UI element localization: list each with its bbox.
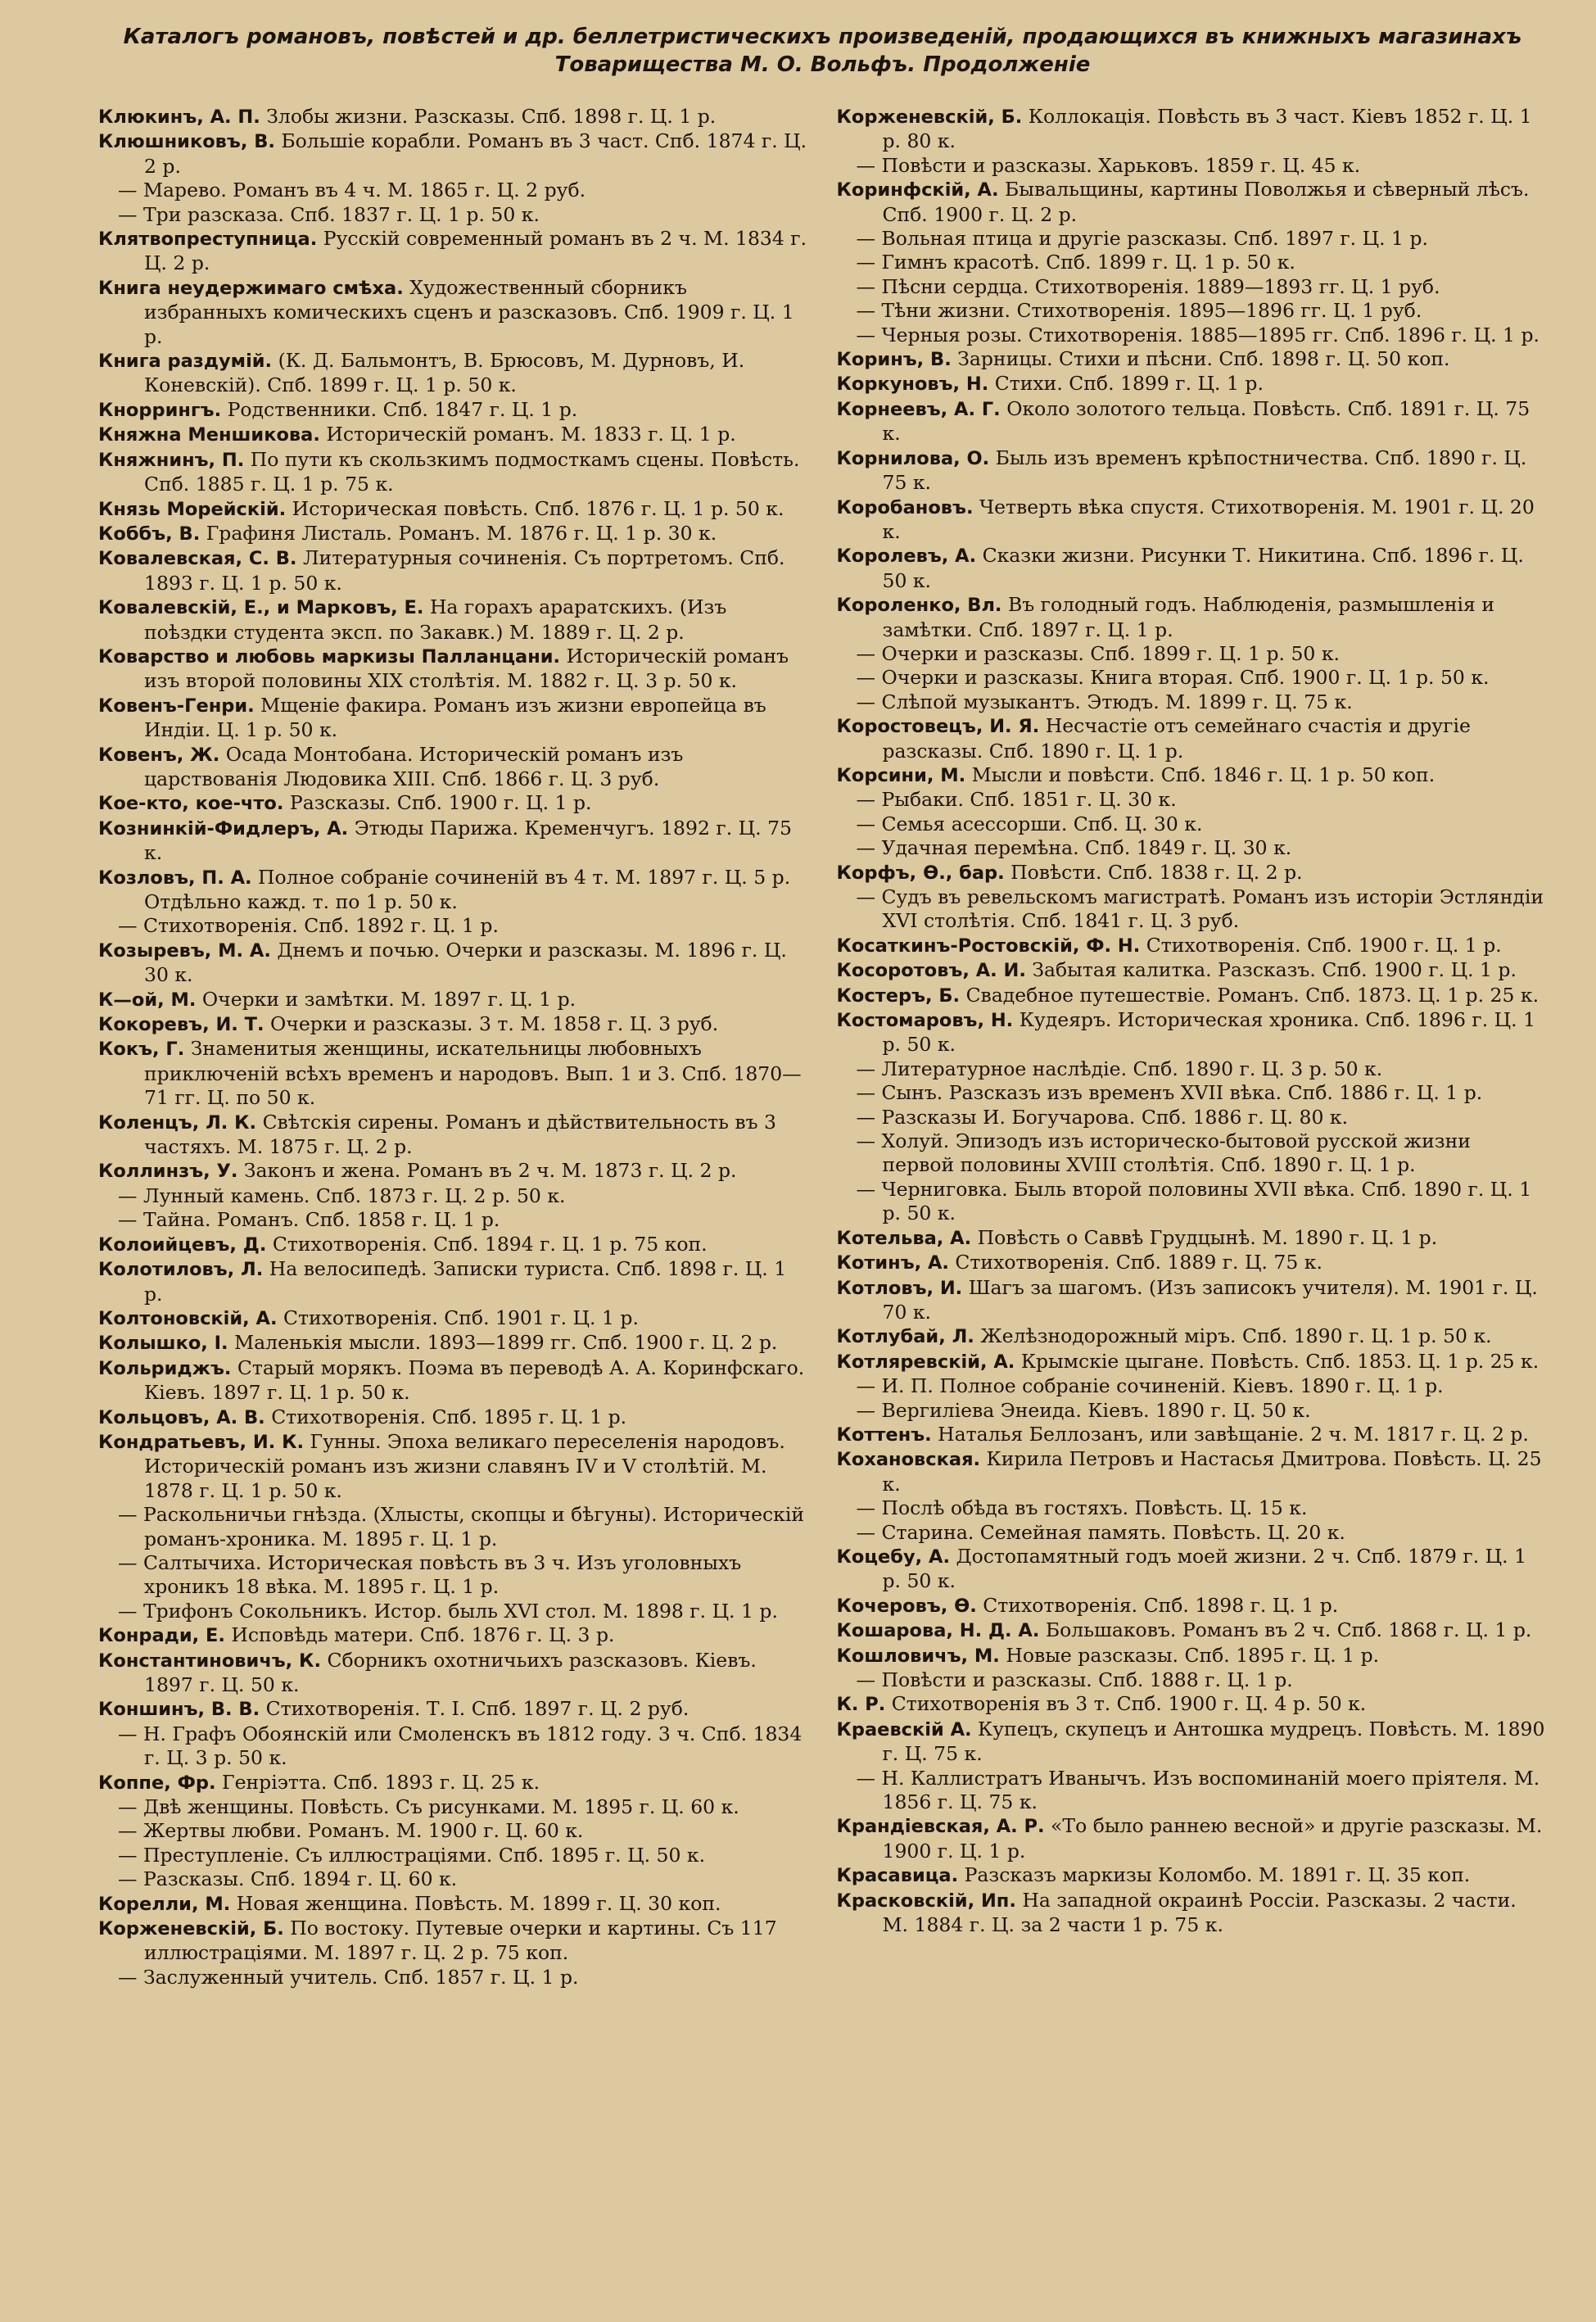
entry-text: Маленькія мысли. 1893—1899 гг. Спб. 1900 г. Ц. 2 р. (228, 1331, 778, 1355)
catalog-entry (98, 1257, 809, 1306)
entry-author: Колышко, І. (98, 1333, 228, 1355)
catalog-entry (98, 1966, 809, 1989)
catalog-entry (837, 1178, 1548, 1226)
entry-author: Коцебу, А. (836, 1546, 951, 1568)
entry-text: Новые разсказы. Спб. 1895 г. Ц. 1 р. (999, 1643, 1380, 1667)
entry-author: Константиновичъ, К. (98, 1650, 321, 1672)
entry-text: — Очерки и разсказы. Книга вторая. Спб. 1900 г. Ц. 1 р. 50 к. (856, 666, 1490, 690)
catalog-entry (837, 1008, 1548, 1057)
entry-text: — Рыбаки. Спб. 1851 г. Ц. 30 к. (856, 788, 1177, 812)
entry-text: Историческій романъ изъ второй половины XIX столѣтія. М. 1882 г. Ц. 3 р. 50 к. (144, 644, 789, 693)
entry-author: Коттенъ. (836, 1424, 932, 1446)
catalog-entry (98, 1184, 809, 1208)
entry-author: Коварство и любовь маркизы Палланцани. (98, 645, 561, 668)
entry-text: На велосипедѣ. Записки туриста. Спб. 1898 г. Ц. 1 р. (144, 1257, 787, 1306)
header-title: Каталогъ романовъ, повѣстей и др. беллетристическихъ произведеній, продающихся въ книжныхъ магазинахъ (123, 25, 1522, 49)
entry-author: Кондратьевъ, И. К. (98, 1431, 305, 1453)
entry-author: Косоротовъ, А. И. (836, 960, 1026, 982)
entry-author: Кочеровъ, Ѳ. (836, 1595, 977, 1617)
entry-author: Кошловичъ, М. (836, 1645, 1000, 1667)
entry-text: Литературныя сочиненія. Съ портретомъ. Спб. 1893 г. Ц. 1 р. 50 к. (144, 546, 785, 595)
entry-author: Книга раздумій. (98, 351, 273, 373)
entry-text: Шагъ за шагомъ. (Изъ записокъ учителя). М. 1901 г. Ц. 70 к. (882, 1275, 1538, 1324)
entry-text: — Марево. Романъ въ 4 ч. М. 1865 г. Ц. 2 руб. (118, 179, 586, 202)
catalog-entry (837, 105, 1548, 154)
catalog-entry (98, 129, 809, 179)
entry-author: Кноррингъ. (98, 399, 222, 421)
catalog-entry (98, 1405, 809, 1430)
entry-text: — Старина. Семейная память. Повѣсть. Ц. 20 к. (856, 1520, 1345, 1544)
catalog-entry (837, 1692, 1548, 1717)
catalog-entry (837, 690, 1548, 714)
catalog-entry (837, 1496, 1548, 1520)
catalog-entry (837, 1276, 1548, 1325)
entry-author: Колоийцевъ, Д. (98, 1233, 267, 1256)
catalog-entry (98, 694, 809, 743)
entry-text: — Черниговка. Быль второй половины XVII вѣка. Спб. 1890 г. Ц. 1 р. 50 к. (856, 1177, 1532, 1225)
catalog-entry (837, 984, 1548, 1008)
catalog-entry (98, 1771, 809, 1795)
catalog-entry (837, 1106, 1548, 1129)
entry-text: Мщеніе факира. Романъ изъ жизни европейца въ Индіи. Ц. 1 р. 50 к. (144, 693, 766, 742)
entry-text: — Литературное наслѣдіе. Спб. 1890 г. Ц. 3 р. 50 к. (856, 1057, 1383, 1080)
catalog-entry (98, 546, 809, 595)
catalog-entry (837, 1251, 1548, 1275)
entry-author: Клюкинъ, А. П. (98, 106, 260, 128)
catalog-entry (98, 1892, 809, 1917)
catalog-entry (837, 251, 1548, 274)
catalog-entry (98, 203, 809, 227)
catalog-entry (98, 1819, 809, 1843)
entry-text: — Вольная птица и другіе разсказы. Спб. 1897 г. Ц. 1 р. (856, 227, 1428, 251)
entry-author: Коринфскій, А. (836, 179, 999, 201)
entry-text: — Гимнъ красотѣ. Спб. 1899 г. Ц. 1 р. 50 к. (856, 251, 1295, 274)
entry-text: «То было раннею весной» и другіе разсказы. М. 1900 г. Ц. 1 р. (882, 1814, 1543, 1863)
entry-text: Гунны. Эпоха великаго переселенія народовъ. Историческій романъ изъ жизни славянъ IV и V столѣтій. М. 1878 г. Ц. 1 р. 50 к. (144, 1429, 785, 1502)
page-header (98, 23, 1547, 79)
entry-text: По востоку. Путевые очерки и картины. Съ 117 иллюстраціями. М. 1897 г. Ц. 2 р. 75 коп. (144, 1917, 777, 1965)
entry-text: — Стихотворенія. Спб. 1892 г. Ц. 1 р. (118, 914, 499, 938)
entry-text: Исповѣдь матери. Спб. 1876 г. Ц. 3 р. (224, 1623, 615, 1647)
catalog-entry (98, 1551, 809, 1600)
entry-text: Днемъ и почью. Очерки и разсказы. М. 1896 г. Ц. 30 к. (144, 938, 787, 987)
entry-author: Котинъ, А. (836, 1252, 949, 1274)
entry-author: Кознинкій-Фидлеръ, А. (98, 817, 349, 840)
entry-author: Корсини, М. (836, 764, 966, 786)
catalog-entry (837, 763, 1548, 788)
entry-text: Повѣсти. Спб. 1838 г. Ц. 2 р. (1004, 860, 1303, 884)
entry-author: Котлубай, Л. (836, 1326, 974, 1348)
catalog-entry (98, 1722, 809, 1771)
entry-text: — Раскольничьи гнѣзда. (Хлысты, скопцы и бѣгуны). Историческій романъ-хроника. М. 1895 г. Ц. 1 р. (118, 1503, 805, 1550)
entry-author: Коншинъ, В. В. (98, 1699, 260, 1721)
entry-author: Коринъ, В. (836, 349, 952, 371)
catalog-entry (98, 791, 809, 816)
entry-text: (К. Д. Бальмонтъ, В. Брюсовъ, М. Дурновъ, И. Коневскій). Спб. 1899 г. Ц. 1 р. 50 к. (144, 349, 745, 397)
catalog-entry (98, 988, 809, 1012)
catalog-entry (837, 1618, 1548, 1643)
entry-text: — Жертвы любви. Романъ. М. 1900 г. Ц. 60 к. (118, 1819, 584, 1843)
entry-author: Коленцъ, Л. К. (98, 1111, 257, 1134)
left-column (98, 105, 809, 1989)
entry-text: На западной окраинѣ Россіи. Разсказы. 2 части. М. 1884 г. Ц. за 2 части 1 р. 75 к. (882, 1888, 1517, 1937)
catalog-entry (98, 1649, 809, 1698)
catalog-entry (837, 934, 1548, 958)
catalog-entry (837, 836, 1548, 860)
entry-author: Кохановская. (836, 1449, 981, 1471)
entry-author: Кокъ, Г. (98, 1039, 185, 1061)
catalog-entry (837, 642, 1548, 666)
entry-author: Козыревъ, М. А. (98, 939, 271, 962)
entry-author: Козловъ, П. А. (98, 867, 252, 889)
catalog-columns (98, 105, 1547, 1989)
entry-author: Коббъ, В. (98, 523, 201, 545)
entry-text: — Разсказы. Спб. 1894 г. Ц. 60 к. (118, 1867, 458, 1891)
catalog-entry (837, 1057, 1548, 1081)
entry-text: Стихотворенія. Спб. 1900 г. Ц. 1 р. (1140, 933, 1502, 957)
catalog-entry (98, 1331, 809, 1356)
entry-text: Стихотворенія. Спб. 1889 г. Ц. 75 к. (948, 1251, 1322, 1274)
catalog-entry (837, 812, 1548, 836)
entry-text: — Заслуженный учитель. Спб. 1857 г. Ц. 1 р. (118, 1965, 579, 1989)
entry-text: Законъ и жена. Романъ въ 2 ч. М. 1873 г. Ц. 2 р. (237, 1159, 737, 1183)
entry-text: — Семья асессорши. Спб. Ц. 30 к. (856, 812, 1203, 835)
entry-text: — Салтычиха. Историческая повѣсть въ 3 ч. Изъ уголовныхъ хроникъ 18 вѣка. М. 1895 г. Ц. 1 р. (118, 1550, 742, 1599)
entry-text: Стихи. Спб. 1899 г. Ц. 1 р. (988, 372, 1264, 396)
catalog-entry (98, 1697, 809, 1722)
entry-text: Купецъ, скупецъ и Антошка мудрецъ. Повѣсть. М. 1890 г. Ц. 75 к. (882, 1717, 1545, 1766)
entry-author: Колотиловъ, Л. (98, 1259, 264, 1281)
right-column (837, 105, 1548, 1989)
entry-text: Кирила Петровъ и Настасья Дмитрова. Повѣсть. Ц. 25 к. (882, 1447, 1542, 1496)
catalog-entry (837, 496, 1548, 545)
entry-text: — И. П. Полное собраніе сочиненій. Кіевъ. 1890 г. Ц. 1 р. (856, 1374, 1444, 1398)
catalog-entry (837, 788, 1548, 812)
catalog-entry (98, 276, 809, 349)
catalog-entry (837, 593, 1548, 642)
entry-author: Крандіевская, А. Р. (836, 1816, 1045, 1838)
entry-author: Короленко, Вл. (836, 595, 1002, 617)
entry-text: Четверть вѣка спустя. Стихотворенія. М. 1901 г. Ц. 20 к. (882, 495, 1535, 543)
catalog-entry (98, 645, 809, 694)
catalog-entry (837, 714, 1548, 763)
catalog-entry (837, 347, 1548, 372)
catalog-entry (98, 1159, 809, 1184)
entry-text: Старый морякъ. Поэма въ переводѣ А. А. Коринфскаго. Кіевъ. 1897 г. Ц. 1 р. 50 к. (144, 1356, 805, 1405)
entry-author: Краевскій А. (836, 1718, 972, 1740)
entry-author: Книга неудержимаго смѣха. (98, 277, 404, 299)
entry-text: Стихотворенія. Т. I. Спб. 1897 г. Ц. 2 руб. (260, 1697, 689, 1721)
entry-text: — Н. Графъ Обоянскій или Смоленскъ въ 1812 году. 3 ч. Спб. 1834 г. Ц. 3 р. 50 к. (118, 1722, 803, 1770)
entry-text: — Повѣсти и разсказы. Спб. 1888 г. Ц. 1 р. (856, 1668, 1293, 1691)
catalog-entry (98, 105, 809, 129)
entry-text: Русскій современный романъ въ 2 ч. М. 1834 г. Ц. 2 р. (144, 227, 807, 275)
catalog-entry (98, 1356, 809, 1405)
catalog-entry (837, 178, 1548, 227)
entry-author: Королевъ, А. (836, 545, 977, 568)
entry-text: Наталья Беллозанъ, или завѣщаніе. 2 ч. М. 1817 г. Ц. 2 р. (931, 1422, 1529, 1446)
catalog-entry (98, 349, 809, 398)
catalog-entry (837, 1521, 1548, 1545)
entry-text: Очерки и замѣтки. М. 1897 г. Ц. 1 р. (196, 987, 576, 1011)
entry-text: Забытая калитка. Разсказъ. Спб. 1900 г. Ц. 1 р. (1025, 958, 1517, 982)
catalog-entry (98, 227, 809, 276)
catalog-entry (98, 1600, 809, 1623)
entry-text: По пути къ скользкимъ подмосткамъ сцены. Повѣсть. Спб. 1885 г. Ц. 1 р. 75 к. (144, 447, 800, 496)
entry-text: Стихотворенія. Спб. 1898 г. Ц. 1 р. (976, 1593, 1339, 1617)
catalog-entry (837, 1226, 1548, 1251)
entry-author: Кокоревъ, И. Т. (98, 1014, 264, 1036)
entry-text: Около золотого тельца. Повѣсть. Спб. 1891 г. Ц. 75 к. (882, 396, 1530, 446)
entry-author: Корелли, М. (98, 1893, 231, 1915)
entry-author: Ковалевская, С. В. (98, 548, 297, 570)
entry-author: Князь Морейскій. (98, 498, 287, 520)
catalog-entry (837, 1423, 1548, 1447)
entry-text: Новая женщина. Повѣсть. М. 1899 г. Ц. 30 коп. (230, 1891, 721, 1915)
catalog-entry (98, 1012, 809, 1037)
catalog-entry (837, 958, 1548, 983)
entry-text: Крымскіе цыгане. Повѣсть. Спб. 1853. Ц. 1 р. 25 к. (1015, 1349, 1539, 1373)
entry-text: — Разсказы И. Богучарова. Спб. 1886 г. Ц. 80 к. (856, 1105, 1349, 1129)
entry-text: Свѣтскія сирены. Романъ и дѣйствительность въ 3 частяхъ. М. 1875 г. Ц. 2 р. (144, 1110, 776, 1159)
entry-text: — Тѣни жизни. Стихотворенія. 1895—1896 гг. Ц. 1 руб. (856, 299, 1422, 323)
entry-text: Сказки жизни. Рисунки Т. Никитина. Спб. 1896 г. Ц. 50 к. (882, 544, 1524, 592)
entry-author: Котловъ, И. (836, 1277, 963, 1299)
entry-author: К—ой, М. (98, 989, 197, 1011)
entry-text: Бывальщины, картины Поволжья и сѣверный лѣсъ. Спб. 1900 г. Ц. 2 р. (882, 178, 1530, 226)
entry-text: — Сынъ. Разсказъ изъ временъ XVII вѣка. Спб. 1886 г. Ц. 1 р. (856, 1081, 1483, 1105)
entry-author: Ковенъ, Ж. (98, 744, 220, 766)
entry-author: Ковалевскій, Е., и Марковъ, Е. (98, 597, 424, 619)
entry-text: Разсказъ маркизы Коломбо. М. 1891 г. Ц. 35 коп. (958, 1863, 1471, 1887)
entry-text: Очерки и разсказы. 3 т. М. 1858 г. Ц. 3 руб. (264, 1012, 719, 1036)
catalog-entry (98, 448, 809, 497)
entry-text: Историческая повѣсть. Спб. 1876 г. Ц. 1 р. 50 к. (286, 496, 784, 520)
catalog-entry (837, 1889, 1548, 1938)
catalog-entry (837, 544, 1548, 593)
entry-text: Свадебное путешествіе. Романъ. Спб. 1873. Ц. 1 р. 25 к. (960, 983, 1539, 1007)
catalog-entry (837, 1081, 1548, 1105)
catalog-entry (98, 398, 809, 423)
catalog-entry (837, 397, 1548, 446)
entry-text: — Черныя розы. Стихотворенія. 1885—1895 гг. Спб. 1896 г. Ц. 1 р. (856, 323, 1539, 346)
entry-text: Этюды Парижа. Кременчугъ. 1892 г. Ц. 75 к. (144, 816, 792, 865)
catalog-entry (837, 1447, 1548, 1496)
entry-text: Стихотворенія. Спб. 1895 г. Ц. 1 р. (264, 1405, 627, 1428)
entry-author: Кошарова, Н. Д. А. (836, 1620, 1040, 1642)
entry-author: Ковенъ-Генри. (98, 695, 255, 717)
entry-text: Стихотворенія въ 3 т. Спб. 1900 г. Ц. 4 р. 50 к. (885, 1692, 1367, 1716)
header-subtitle: Товарищества М. О. Вольфъ. Продолженіе (554, 52, 1091, 77)
entry-author: Красковскій, Ип. (836, 1890, 1016, 1912)
catalog-entry (98, 1867, 809, 1891)
entry-text: — Очерки и разсказы. Спб. 1899 г. Ц. 1 р. 50 к. (856, 641, 1340, 665)
entry-text: — Трифонъ Сокольникъ. Истор. быль XVI стол. М. 1898 г. Ц. 1 р. (118, 1599, 778, 1623)
entry-author: Коробановъ. (836, 496, 974, 518)
catalog-entry (837, 1863, 1548, 1888)
entry-text: Графиня Листаль. Романъ. М. 1876 г. Ц. 1 р. 30 к. (200, 521, 717, 545)
entry-author: Котельва, А. (836, 1227, 972, 1249)
entry-text: Родственники. Спб. 1847 г. Ц. 1 р. (221, 397, 578, 421)
entry-text: Полное собраніе сочиненій въ 4 т. М. 1897 г. Ц. 5 р. Отдѣльно кажд. т. по 1 р. 50 к. (144, 865, 791, 913)
entry-text: Стихотворенія. Спб. 1894 г. Ц. 1 р. 75 коп. (266, 1232, 708, 1256)
entry-author: Кольриджъ. (98, 1357, 232, 1379)
catalog-entry (98, 817, 809, 866)
catalog-entry (98, 1917, 809, 1966)
entry-text: Достопамятный годъ моей жизни. 2 ч. Спб. 1879 г. Ц. 1 р. 50 к. (882, 1544, 1527, 1593)
catalog-entry (98, 595, 809, 645)
catalog-entry (98, 743, 809, 792)
entry-author: К. Р. (836, 1694, 886, 1716)
entry-author: Костеръ, Б. (836, 984, 961, 1007)
catalog-entry (98, 1795, 809, 1819)
catalog-entry (837, 1767, 1548, 1815)
entry-text: Большіе корабли. Романъ въ 3 част. Спб. 1874 г. Ц. 2 р. (144, 129, 807, 178)
catalog-entry (98, 914, 809, 938)
entry-text: Желѣзнодорожный міръ. Спб. 1890 г. Ц. 1 р. 50 к. (974, 1324, 1492, 1348)
catalog-entry (98, 423, 809, 447)
entry-text: — Вергиліева Энеида. Кіевъ. 1890 г. Ц. 50 к. (856, 1398, 1311, 1422)
catalog-entry (837, 324, 1548, 347)
catalog-entry (98, 1503, 809, 1551)
catalog-entry (837, 1324, 1548, 1349)
catalog-entry (837, 1545, 1548, 1594)
entry-author: Коростовецъ, И. Я. (836, 716, 1040, 738)
entry-author: Косаткинъ-Ростовскій, Ф. Н. (836, 935, 1141, 957)
entry-text: Повѣсть о Саввѣ Грудцынѣ. М. 1890 г. Ц. 1 р. (971, 1225, 1438, 1249)
catalog-entry (98, 1037, 809, 1110)
entry-author: Коппе, Фр. (98, 1772, 216, 1794)
catalog-entry (837, 154, 1548, 178)
catalog-entry (837, 446, 1548, 496)
entry-text: — Двѣ женщины. Повѣсть. Съ рисунками. М. 1895 г. Ц. 60 к. (118, 1795, 739, 1819)
entry-author: Княжна Меншикова. (98, 424, 320, 446)
catalog-entry (98, 1430, 809, 1503)
entry-author: Коркуновъ, Н. (836, 373, 989, 396)
entry-author: Коллинзъ, У. (98, 1161, 238, 1183)
catalog-entry (98, 1208, 809, 1232)
catalog-entry (98, 179, 809, 202)
catalog-entry (98, 939, 809, 988)
entry-text: Стихотворенія. Спб. 1901 г. Ц. 1 р. (277, 1306, 639, 1329)
entry-author: Корнилова, О. (836, 447, 990, 469)
entry-author: Корнеевъ, А. Г. (836, 398, 1001, 420)
catalog-entry (98, 1623, 809, 1648)
entry-text: Несчастіе отъ семейнаго счастія и другіе разсказы. Спб. 1890 г. Ц. 1 р. (882, 714, 1471, 763)
entry-author: Кое-кто, кое-что. (98, 793, 284, 815)
entry-text: — Удачная перемѣна. Спб. 1849 г. Ц. 30 к. (856, 836, 1292, 860)
entry-author: Конради, Е. (98, 1625, 225, 1647)
entry-text: Генріэтта. Спб. 1893 г. Ц. 25 к. (215, 1770, 540, 1794)
catalog-entry (837, 885, 1548, 934)
entry-author: Костомаровъ, Н. (836, 1010, 1014, 1032)
entry-text: — Лунный камень. Спб. 1873 г. Ц. 2 р. 50 к. (118, 1184, 566, 1207)
entry-text: Художественный сборникъ избранныхъ комическихъ сценъ и разсказовъ. Спб. 1909 г. Ц. 1 р. (144, 275, 794, 348)
catalog-entry (837, 299, 1548, 323)
entry-author: Корженевскій, Б. (98, 1918, 284, 1940)
entry-text: Историческій романъ. М. 1833 г. Ц. 1 р. (319, 423, 736, 446)
catalog-entry (837, 861, 1548, 885)
catalog-entry (837, 1814, 1548, 1863)
catalog-entry (98, 497, 809, 522)
entry-text: — Тайна. Романъ. Спб. 1858 г. Ц. 1 р. (118, 1208, 500, 1232)
entry-text: — Пѣсни сердца. Стихотворенія. 1889—1893 гг. Ц. 1 руб. (856, 274, 1440, 298)
entry-author: Красавица. (836, 1865, 959, 1887)
entry-text: Въ голодный годъ. Наблюденія, размышленія и замѣтки. Спб. 1897 г. Ц. 1 р. (882, 593, 1495, 641)
catalog-entry (837, 1644, 1548, 1668)
entry-text: Злобы жизни. Разсказы. Спб. 1898 г. Ц. 1 р. (260, 105, 717, 128)
entry-text: — Три разсказа. Спб. 1837 г. Ц. 1 р. 50 к. (118, 202, 540, 226)
catalog-entry (837, 1129, 1548, 1178)
catalog-entry (837, 1718, 1548, 1767)
entry-author: Корфъ, Ѳ., бар. (836, 862, 1005, 884)
entry-text: Сборникъ охотничьихъ разсказовъ. Кіевъ. 1897 г. Ц. 50 к. (144, 1648, 757, 1696)
entry-text: — Слѣпой музыкантъ. Этюдъ. М. 1899 г. Ц. 75 к. (856, 690, 1353, 713)
entry-text: На горахъ араратскихъ. (Изъ поѣздки студента эксп. по Закавк.) М. 1889 г. Ц. 2 р. (144, 595, 727, 644)
entry-text: — Преступленіе. Съ иллюстраціями. Спб. 1895 г. Ц. 50 к. (118, 1843, 706, 1867)
entry-author: Котляревскій, А. (836, 1351, 1015, 1373)
entry-text: Знаменитыя женщины, искательницы любовныхъ приключеній всѣхъ временъ и народовъ. Вып. 1 и 3. Спб. 1870—71 гг. Ц. по 50 к. (144, 1037, 802, 1110)
catalog-entry (837, 1374, 1548, 1398)
entry-text: — Повѣсти и разсказы. Харьковъ. 1859 г. Ц. 45 к. (856, 153, 1361, 177)
catalog-entry (837, 666, 1548, 690)
catalog-entry (837, 227, 1548, 251)
catalog-entry (98, 1306, 809, 1331)
entry-author: Кольцовъ, А. В. (98, 1406, 265, 1428)
entry-author: Клюшниковъ, В. (98, 131, 275, 153)
catalog-entry (837, 372, 1548, 396)
catalog-entry (98, 522, 809, 546)
entry-author: Колтоновскій, А. (98, 1307, 278, 1329)
catalog-entry (837, 1350, 1548, 1374)
entry-text: Кудеяръ. Историческая хроника. Спб. 1896 г. Ц. 1 р. 50 к. (882, 1008, 1536, 1057)
entry-text: Осада Монтобана. Историческій романъ изъ царствованія Людовика XIII. Спб. 1866 г. Ц. 3 руб. (144, 742, 684, 790)
entry-author: Княжнинъ, П. (98, 449, 245, 471)
entry-text: Разсказы. Спб. 1900 г. Ц. 1 р. (283, 791, 592, 815)
entry-text: — Судъ въ ревельскомъ магистратѣ. Романъ изъ исторіи Эстляндіи XVI столѣтія. Спб. 1841 г. Ц. 3 руб. (856, 885, 1544, 933)
catalog-entry (98, 1233, 809, 1257)
entry-text: — Послѣ обѣда въ гостяхъ. Повѣсть. Ц. 15 к. (856, 1496, 1308, 1520)
catalog-entry (837, 275, 1548, 299)
entry-text: Большаковъ. Романъ въ 2 ч. Спб. 1868 г. Ц. 1 р. (1039, 1618, 1532, 1642)
entry-author: Корженевскій, Б. (836, 106, 1023, 128)
entry-text: Зарницы. Стихи и пѣсни. Спб. 1898 г. Ц. 50 коп. (951, 347, 1450, 371)
entry-text: Коллокація. Повѣсть въ 3 част. Кіевъ 1852 г. Ц. 1 р. 80 к. (882, 105, 1532, 153)
catalog-entry (837, 1399, 1548, 1423)
catalog-entry (837, 1594, 1548, 1618)
catalog-entry (98, 1844, 809, 1867)
catalog-entry (98, 1111, 809, 1160)
catalog-entry (98, 866, 809, 915)
entry-text: Мысли и повѣсти. Спб. 1846 г. Ц. 1 р. 50 коп. (965, 763, 1435, 786)
entry-text: Быль изъ временъ крѣпостничества. Спб. 1890 г. Ц. 75 к. (882, 446, 1527, 495)
entry-text: — Н. Каллистратъ Иванычъ. Изъ воспоминаній моего пріятеля. М. 1856 г. Ц. 75 к. (856, 1766, 1540, 1814)
entry-author: Клятвопреступница. (98, 229, 318, 251)
entry-text: — Холуй. Эпизодъ изъ историческо-бытовой русской жизни первой половины XVIII столѣтія. Спб. 1890 г. Ц. 1 р. (856, 1129, 1471, 1177)
catalog-entry (837, 1668, 1548, 1692)
